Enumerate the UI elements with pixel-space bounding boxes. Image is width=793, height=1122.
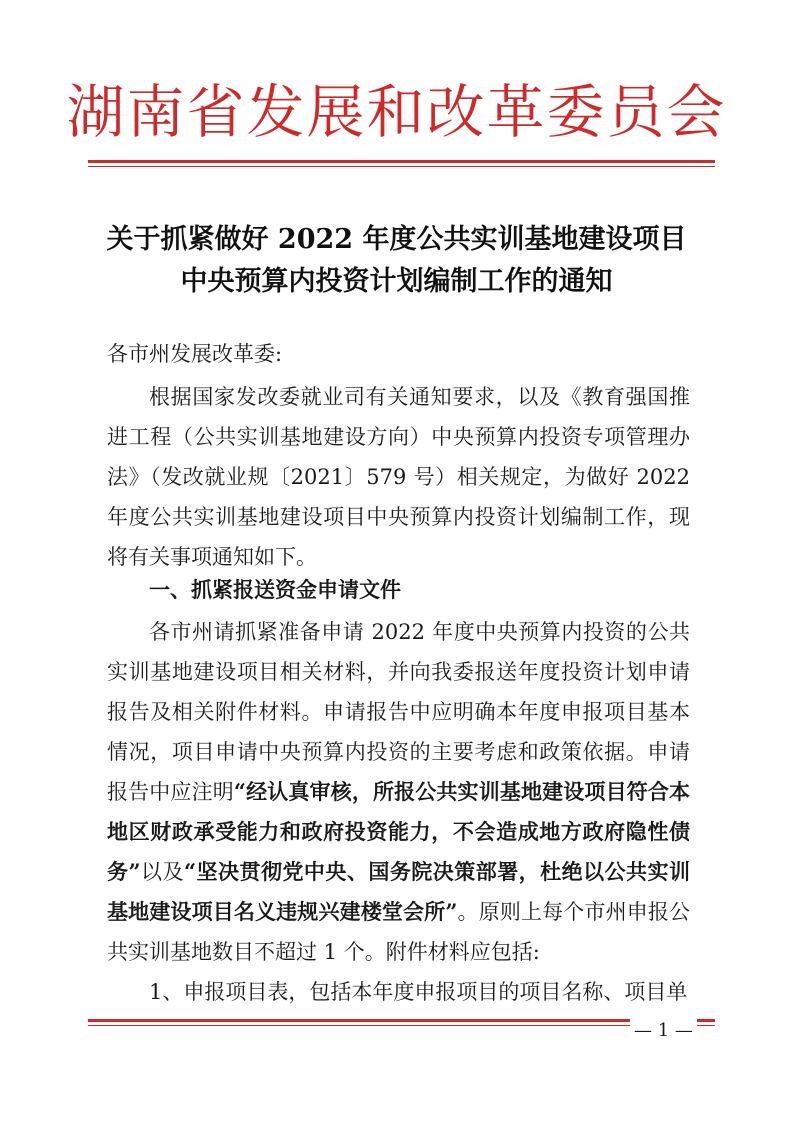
document-title-line1: 关于抓紧做好 2022 年度公共实训基地建设项目 [106,224,687,255]
paragraph-section1 [107,612,690,972]
emphasis-statement-1: “经认真审核，所报公共实训基地建设项目符合本地区财政承受能力和政府投资能力，不会造成地方政府隐性债务” [107,779,691,884]
text-run: 以及 [140,860,184,884]
emphasis-statement-2: “坚决贯彻党中央、国务院决策部署，杜绝以公共实训基地建设项目名义违规兴建楼堂会所” [107,859,691,924]
header-rule-thin [88,166,715,167]
header-rule-thick [88,160,715,163]
letterhead-title: 湖南省发展和改革委员会 [66,78,727,146]
text-run: 。原则上每个市州申报公共实训基地数目不超过 1 个。附件材料应包括: [107,900,691,964]
list-item-1: 1、申报项目表，包括本年度申报项目的项目名称、项目单 [149,980,688,1004]
footer-rule-thick [88,1019,715,1022]
footer-rule-thin [88,1025,715,1026]
salutation: 各市州发展改革委: [107,342,283,366]
page-number: — 1 — [630,1019,697,1043]
section-heading-1: 一、抓紧报送资金申请文件 [149,578,401,602]
paragraph-intro: 根据国家发改委就业司有关通知要求，以及《教育强国推进工程（公共实训基地建设方向）中央预算内投资专项管理办法》（发改就业规〔2021〕579 号）相关规定，为做好 2022 年度公共实训基地建设项目中央预算内投资计划编制工作，现将有关事项通知如下。 [107,385,690,569]
document-title-line2: 中央预算内投资计划编制工作的通知 [180,266,613,297]
text-run: 各市州请抓紧准备申请 2022 年度中央预算内投资的公共实训基地建设项目相关材料，并向我委报送年度投资计划申请报告及相关附件材料。申请报告中应明确本年度申报项目基本情况，项目申请中央预算内投资的主要考虑和政策依据。申请报告中应注明 [107,620,690,804]
